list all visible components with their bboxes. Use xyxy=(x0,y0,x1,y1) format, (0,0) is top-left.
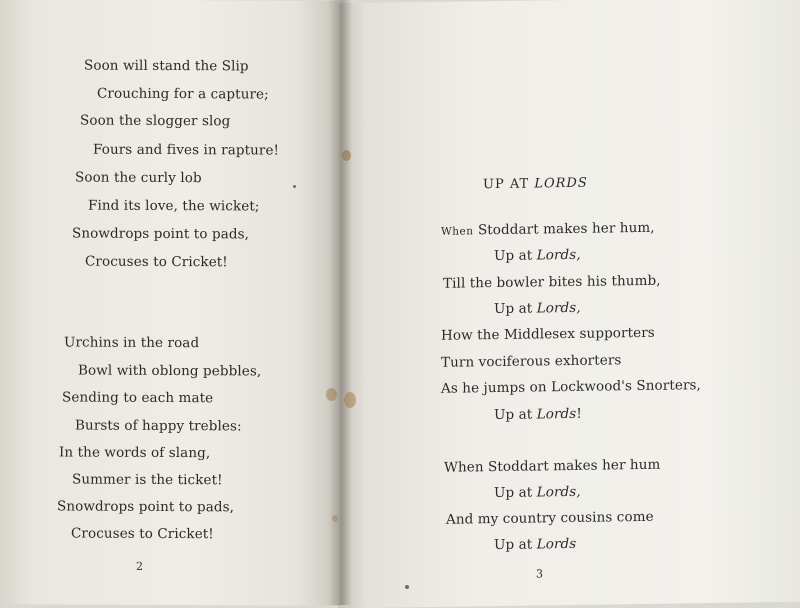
poem-line: Summer is the ticket! xyxy=(72,471,223,489)
poem-line: Bowl with oblong pebbles, xyxy=(78,362,262,380)
ink-speck xyxy=(405,585,409,589)
poem-line: Turn vociferous exhorters xyxy=(441,352,622,371)
poem-line: Soon the curly lob xyxy=(75,169,202,187)
line-text: Up at xyxy=(494,247,533,265)
lords-italic: Lords xyxy=(536,535,577,553)
punctuation: ! xyxy=(576,405,582,422)
line-text: Up at xyxy=(494,536,533,554)
foxing-spot xyxy=(332,515,338,522)
ink-speck xyxy=(293,185,296,188)
foxing-spot xyxy=(344,392,356,408)
refrain-line xyxy=(494,246,581,265)
poem-line: In the words of slang, xyxy=(59,444,211,462)
page-number: 2 xyxy=(136,559,143,573)
left-stanza-1 xyxy=(0,0,338,271)
lords-italic: Lords xyxy=(536,405,577,423)
poem-line: And my country cousins come xyxy=(446,508,654,528)
foxing-spot xyxy=(342,150,351,161)
title-text: UP AT xyxy=(483,176,530,193)
left-page xyxy=(0,0,338,606)
poem-line: As he jumps on Lockwood's Snorters, xyxy=(441,377,701,397)
poem-line: Soon will stand the Slip xyxy=(84,57,249,75)
lords-italic: Lords, xyxy=(536,299,581,317)
line-text: Up at xyxy=(494,300,533,318)
page-number: 3 xyxy=(536,567,543,581)
poem-line: Snowdrops point to pads, xyxy=(57,498,235,516)
refrain-line xyxy=(494,535,577,554)
poem-line: Crocuses to Cricket! xyxy=(85,253,228,271)
poem-line: Find its love, the wicket; xyxy=(88,197,260,215)
refrain-line xyxy=(494,299,581,318)
poem-line: Sending to each mate xyxy=(62,389,214,407)
poem-line: Till the bowler bites his thumb, xyxy=(443,272,661,292)
refrain-line xyxy=(494,405,582,424)
lords-italic: Lords, xyxy=(536,483,581,501)
poem-line: How the Middlesex supporters xyxy=(441,324,655,344)
line-text: Stoddart makes her hum, xyxy=(477,219,655,239)
lords-italic: Lords, xyxy=(536,246,581,264)
poem-line: Bursts of happy trebles: xyxy=(75,417,242,435)
line-text: Up at xyxy=(494,406,533,424)
refrain-line xyxy=(494,483,581,502)
poem-title xyxy=(483,176,588,192)
poem-line: Crouching for a capture; xyxy=(97,85,269,103)
right-stanza-1 xyxy=(338,0,800,424)
line-text: Up at xyxy=(494,484,533,502)
book-gutter xyxy=(328,0,352,605)
poem-line: When Stoddart makes her hum xyxy=(444,456,661,476)
poem-line: Crocuses to Cricket! xyxy=(71,525,214,543)
foxing-spot xyxy=(326,388,337,401)
drop-word: When xyxy=(441,225,474,238)
title-italic-text: LORDS xyxy=(534,175,588,192)
poem-line: Fours and fives in rapture! xyxy=(93,141,280,159)
right-page xyxy=(338,0,800,608)
poem-line: Urchins in the road xyxy=(64,334,200,352)
poem-line xyxy=(441,219,655,239)
poem-line: Soon the slogger slog xyxy=(80,112,231,130)
poem-line: Snowdrops point to pads, xyxy=(72,225,250,243)
